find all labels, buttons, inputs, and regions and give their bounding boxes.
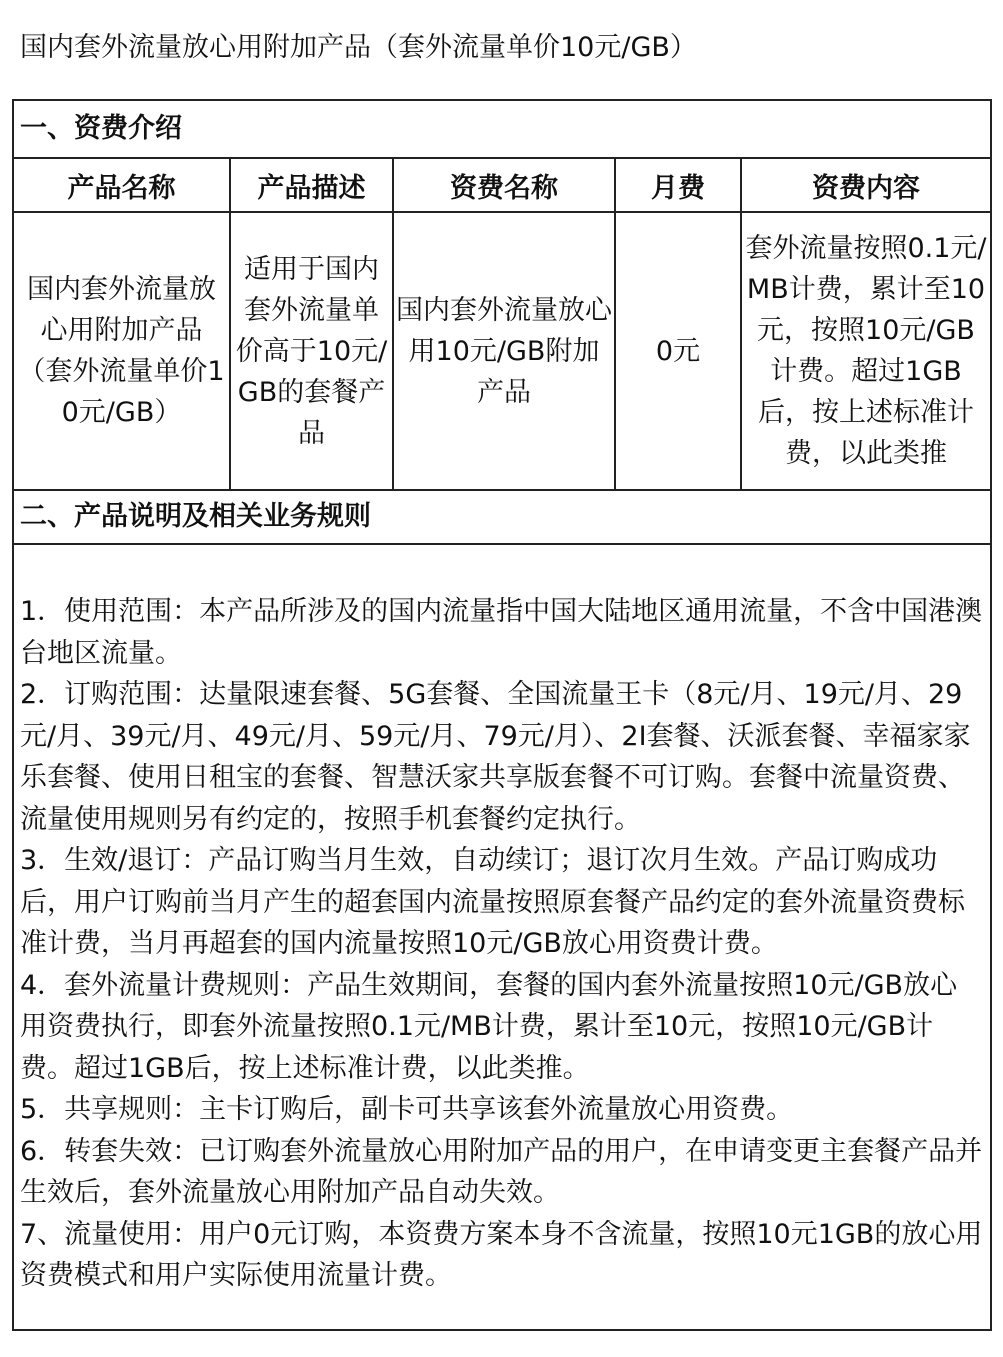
rule-item: 1．使用范围：本产品所涉及的国内流量指中国大陆地区通用流量，不含中国港澳台地区流量。 [20, 596, 983, 669]
column-header-product-name: 产品名称 [14, 158, 230, 212]
product-desc-text: 适用于国内套外流量单价高于10元/GB的套餐产品 [235, 253, 388, 449]
column-header-fee-content: 资费内容 [741, 158, 990, 212]
rule-item: 3．生效/退订：产品订购当月生效，自动续订；退订次月生效。产品订购成功后，用户订购前当月产生的超套国内流量按照原套餐产品约定的套外流量资费标准计费，当月再超套的国内流量按照10元/GB放心用资费计费。 [20, 845, 965, 959]
section-heading-fee-intro: 一、资费介绍 [20, 113, 182, 144]
column-header-monthly-fee: 月费 [615, 158, 741, 212]
page-title: 国内套外流量放心用附加产品（套外流量单价10元/GB） [20, 32, 697, 63]
document-frame [12, 99, 992, 1331]
fee-content-text: 套外流量按照0.1元/MB计费，累计至10元，按照10元/GB计费。超过1GB后，按上述标准计费，以此类推 [745, 233, 987, 469]
rule-item: 6．转套失效：已订购套外流量放心用附加产品的用户，在申请变更主套餐产品并生效后，套外流量放心用附加产品自动失效。 [20, 1135, 983, 1208]
rules-list [20, 591, 984, 1297]
rule-item: 4．套外流量计费规则：产品生效期间，套餐的国内套外流量按照10元/GB放心用资费执行，即套外流量按照0.1元/MB计费，累计至10元，按照10元/GB计费。超过1GB后，按上述标准计费，以此类推。 [20, 969, 958, 1084]
product-name-text: 国内套外流量放心用附加产品（套外流量单价10元/GB） [18, 274, 225, 428]
fee-name-text: 国内套外流量放心用10元/GB附加产品 [396, 294, 612, 408]
section-heading-rules: 二、产品说明及相关业务规则 [14, 489, 990, 545]
monthly-fee-text: 0元 [655, 335, 701, 367]
rule-item: 5．共享规则：主卡订购后，副卡可共享该套外流量放心用资费。 [20, 1094, 794, 1125]
rule-item: 2．订购范围：达量限速套餐、5G套餐、全国流量王卡（8元/月、19元/月、29元/月、39元/月、49元/月、59元/月、79元/月）、2I套餐、沃派套餐、幸福家家乐套餐、使用日租宝的套餐、智慧沃家共享版套餐不可订购。套餐中流量资费、流量使用规则另有约定的，按照手机套餐约定执行。 [20, 679, 971, 835]
table-row [14, 212, 990, 490]
column-header-fee-name: 资费名称 [393, 158, 615, 212]
cell-monthly-fee [615, 212, 741, 490]
column-header-product-desc: 产品描述 [230, 158, 393, 212]
cell-fee-content [741, 212, 990, 490]
table-header-row [14, 158, 990, 212]
cell-product-name [14, 212, 230, 490]
rule-item: 7、流量使用：用户0元订购，本资费方案本身不含流量，按照10元1GB的放心用资费模式和用户实际使用流量计费。 [20, 1218, 983, 1291]
fee-table [14, 157, 990, 491]
cell-product-desc [230, 212, 393, 490]
cell-fee-name [393, 212, 615, 490]
